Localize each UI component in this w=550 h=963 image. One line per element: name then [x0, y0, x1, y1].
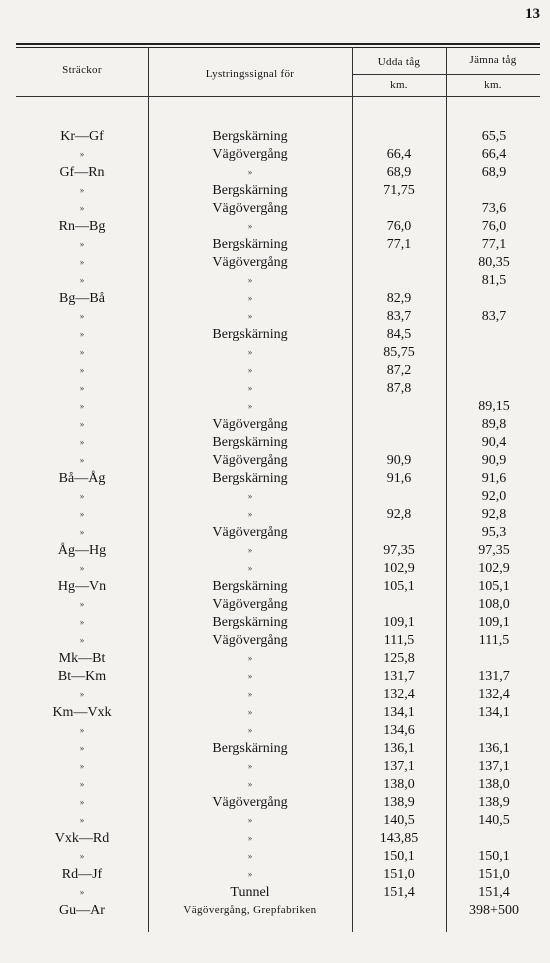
- table-row: [16, 236, 540, 254]
- row-odd-km: 151,4: [383, 885, 415, 900]
- table-row: [16, 344, 540, 362]
- row-odd-km: 143,85: [379, 831, 419, 846]
- row-odd-km: 90,9: [386, 453, 412, 468]
- table-row: [16, 164, 540, 182]
- row-signal: »: [247, 167, 253, 177]
- header-even-unit: km.: [484, 79, 502, 91]
- row-section: »: [79, 257, 85, 267]
- row-even-km: 76,0: [481, 219, 507, 234]
- row-signal: Bergskärning: [212, 471, 288, 486]
- row-section: »: [79, 239, 85, 249]
- row-signal: »: [247, 833, 253, 843]
- row-even-km: 90,9: [481, 453, 507, 468]
- row-section: Bt—Km: [57, 669, 107, 684]
- table-row: [16, 848, 540, 866]
- row-signal: Bergskärning: [212, 435, 288, 450]
- table-row: [16, 776, 540, 794]
- row-odd-km: 102,9: [383, 561, 415, 576]
- row-section: Mk—Bt: [58, 651, 106, 666]
- row-section: »: [79, 743, 85, 753]
- header-odd-trains: Udda tåg: [377, 56, 421, 68]
- header-section: Sträckor: [62, 64, 102, 76]
- row-even-km: 138,0: [478, 777, 510, 792]
- table-row: [16, 596, 540, 614]
- table-row: [16, 740, 540, 758]
- row-section: Kr—Gf: [60, 129, 104, 144]
- row-odd-km: 140,5: [383, 813, 415, 828]
- table-row: [16, 308, 540, 326]
- row-odd-km: 111,5: [383, 633, 415, 648]
- row-even-km: 80,35: [478, 255, 510, 270]
- row-signal: Bergskärning: [212, 615, 288, 630]
- row-odd-km: 83,7: [386, 309, 412, 324]
- row-section: »: [79, 455, 85, 465]
- row-even-km: 398+500: [469, 903, 519, 918]
- table-row: [16, 434, 540, 452]
- row-section: »: [79, 185, 85, 195]
- row-odd-km: 87,2: [386, 363, 412, 378]
- row-odd-km: 76,0: [386, 219, 412, 234]
- header-odd-unit: km.: [390, 79, 408, 91]
- row-section: »: [79, 203, 85, 213]
- row-section: »: [79, 689, 85, 699]
- row-section: »: [79, 383, 85, 393]
- table-row: [16, 362, 540, 380]
- row-even-km: 151,0: [478, 867, 510, 882]
- row-even-km: 89,15: [478, 399, 510, 414]
- row-section: Bå—Åg: [58, 471, 106, 486]
- row-even-km: 65,5: [481, 129, 507, 144]
- row-even-km: 137,1: [478, 759, 510, 774]
- row-signal: »: [247, 275, 253, 285]
- row-section: »: [79, 563, 85, 573]
- table-row: [16, 128, 540, 146]
- row-even-km: 92,8: [481, 507, 507, 522]
- row-section: Gu—Ar: [59, 903, 105, 918]
- row-even-km: 150,1: [478, 849, 510, 864]
- table-top-rule-inner: [16, 47, 540, 48]
- row-signal: »: [247, 671, 253, 681]
- row-even-km: 89,8: [481, 417, 507, 432]
- row-signal: »: [247, 221, 253, 231]
- table-row: [16, 632, 540, 650]
- row-signal: Bergskärning: [212, 579, 288, 594]
- row-signal: Vägövergång: [212, 201, 288, 216]
- row-odd-km: 71,75: [383, 183, 415, 198]
- table-top-rule: [16, 43, 540, 45]
- row-signal: »: [247, 761, 253, 771]
- row-odd-km: 85,75: [383, 345, 415, 360]
- row-odd-km: 84,5: [386, 327, 412, 342]
- row-section: Rd—Jf: [61, 867, 103, 882]
- row-even-km: 83,7: [481, 309, 507, 324]
- row-signal: »: [247, 401, 253, 411]
- row-section: »: [79, 509, 85, 519]
- row-odd-km: 136,1: [383, 741, 415, 756]
- header-bottom-rule: [16, 96, 540, 97]
- row-odd-km: 97,35: [383, 543, 415, 558]
- row-section: »: [79, 527, 85, 537]
- row-section: »: [79, 329, 85, 339]
- row-even-km: 68,9: [481, 165, 507, 180]
- row-odd-km: 138,9: [383, 795, 415, 810]
- row-even-km: 92,0: [481, 489, 507, 504]
- row-signal: Vägövergång: [212, 453, 288, 468]
- row-odd-km: 137,1: [383, 759, 415, 774]
- table-row: [16, 272, 540, 290]
- row-signal: Tunnel: [230, 885, 270, 900]
- table-row: [16, 506, 540, 524]
- row-even-km: 136,1: [478, 741, 510, 756]
- table-row: [16, 560, 540, 578]
- row-signal: Vägövergång: [212, 147, 288, 162]
- row-signal: »: [247, 725, 253, 735]
- table-row: [16, 884, 540, 902]
- row-section: »: [79, 347, 85, 357]
- row-signal: Bergskärning: [212, 327, 288, 342]
- row-signal: Vägövergång: [212, 417, 288, 432]
- table-row: [16, 902, 540, 920]
- row-section: »: [79, 797, 85, 807]
- table-row: [16, 758, 540, 776]
- row-section: Km—Vxk: [52, 705, 112, 720]
- row-even-km: 102,9: [478, 561, 510, 576]
- row-signal: Vägövergång, Grepfabriken: [183, 904, 317, 916]
- signal-table: [16, 40, 540, 932]
- row-odd-km: 87,8: [386, 381, 412, 396]
- row-even-km: 111,5: [478, 633, 510, 648]
- row-section: »: [79, 275, 85, 285]
- row-odd-km: 132,4: [383, 687, 415, 702]
- row-signal: »: [247, 815, 253, 825]
- row-signal: »: [247, 311, 253, 321]
- row-signal: Bergskärning: [212, 129, 288, 144]
- table-row: [16, 686, 540, 704]
- row-odd-km: 77,1: [386, 237, 412, 252]
- table-row: [16, 146, 540, 164]
- row-section: »: [79, 887, 85, 897]
- row-section: Åg—Hg: [57, 543, 107, 558]
- row-odd-km: 105,1: [383, 579, 415, 594]
- row-signal: »: [247, 707, 253, 717]
- row-section: Bg—Bå: [59, 291, 105, 306]
- row-signal: »: [247, 545, 253, 555]
- header-unit-rule: [352, 74, 540, 75]
- row-odd-km: 91,6: [386, 471, 412, 486]
- row-signal: »: [247, 851, 253, 861]
- row-odd-km: 82,9: [386, 291, 412, 306]
- row-odd-km: 68,9: [386, 165, 412, 180]
- row-signal: »: [247, 491, 253, 501]
- row-even-km: 109,1: [478, 615, 510, 630]
- table-row: [16, 794, 540, 812]
- row-section: Hg—Vn: [57, 579, 107, 594]
- table-row: [16, 812, 540, 830]
- table-row: [16, 614, 540, 632]
- row-even-km: 97,35: [478, 543, 510, 558]
- row-even-km: 66,4: [481, 147, 507, 162]
- row-odd-km: 150,1: [383, 849, 415, 864]
- row-even-km: 138,9: [478, 795, 510, 810]
- table-row: [16, 254, 540, 272]
- row-signal: Bergskärning: [212, 183, 288, 198]
- table-row: [16, 398, 540, 416]
- row-section: »: [79, 725, 85, 735]
- row-signal: »: [247, 509, 253, 519]
- row-signal: »: [247, 563, 253, 573]
- row-odd-km: 151,0: [383, 867, 415, 882]
- table-row: [16, 578, 540, 596]
- table-row: [16, 830, 540, 848]
- row-odd-km: 138,0: [383, 777, 415, 792]
- row-even-km: 77,1: [481, 237, 507, 252]
- row-section: »: [79, 635, 85, 645]
- row-signal: »: [247, 383, 253, 393]
- row-signal: Bergskärning: [212, 237, 288, 252]
- row-section: »: [79, 779, 85, 789]
- row-signal: »: [247, 689, 253, 699]
- row-signal: Vägövergång: [212, 633, 288, 648]
- row-signal: »: [247, 779, 253, 789]
- row-odd-km: 134,1: [383, 705, 415, 720]
- row-even-km: 105,1: [478, 579, 510, 594]
- row-even-km: 151,4: [478, 885, 510, 900]
- row-signal: Vägövergång: [212, 255, 288, 270]
- table-row: [16, 326, 540, 344]
- row-odd-km: 134,6: [383, 723, 415, 738]
- row-odd-km: 131,7: [383, 669, 415, 684]
- row-even-km: 132,4: [478, 687, 510, 702]
- row-section: Rn—Bg: [58, 219, 106, 234]
- row-signal: Bergskärning: [212, 741, 288, 756]
- row-even-km: 91,6: [481, 471, 507, 486]
- table-row: [16, 722, 540, 740]
- table-row: [16, 704, 540, 722]
- table-row: [16, 200, 540, 218]
- row-section: »: [79, 761, 85, 771]
- row-even-km: 95,3: [481, 525, 507, 540]
- header-signal-for: Lystringssignal för: [205, 68, 295, 80]
- row-even-km: 140,5: [478, 813, 510, 828]
- row-section: »: [79, 437, 85, 447]
- row-even-km: 134,1: [478, 705, 510, 720]
- row-odd-km: 109,1: [383, 615, 415, 630]
- row-even-km: 73,6: [481, 201, 507, 216]
- table-row: [16, 866, 540, 884]
- row-section: »: [79, 599, 85, 609]
- table-row: [16, 470, 540, 488]
- table-row: [16, 218, 540, 236]
- row-section: »: [79, 491, 85, 501]
- table-row: [16, 380, 540, 398]
- row-section: »: [79, 311, 85, 321]
- table-row: [16, 488, 540, 506]
- row-even-km: 131,7: [478, 669, 510, 684]
- row-section: Gf—Rn: [59, 165, 105, 180]
- row-signal: Vägövergång: [212, 525, 288, 540]
- table-row: [16, 290, 540, 308]
- row-odd-km: 92,8: [386, 507, 412, 522]
- table-row: [16, 452, 540, 470]
- row-signal: »: [247, 653, 253, 663]
- table-row: [16, 542, 540, 560]
- row-even-km: 81,5: [481, 273, 507, 288]
- row-odd-km: 125,8: [383, 651, 415, 666]
- row-section: Vxk—Rd: [54, 831, 110, 846]
- header-even-trains: Jämna tåg: [469, 54, 517, 66]
- row-signal: Vägövergång: [212, 795, 288, 810]
- row-signal: »: [247, 293, 253, 303]
- row-signal: »: [247, 347, 253, 357]
- row-section: »: [79, 617, 85, 627]
- row-signal: »: [247, 365, 253, 375]
- row-section: »: [79, 815, 85, 825]
- row-section: »: [79, 419, 85, 429]
- row-even-km: 90,4: [481, 435, 507, 450]
- row-even-km: 108,0: [478, 597, 510, 612]
- table-row: [16, 524, 540, 542]
- row-signal: Vägövergång: [212, 597, 288, 612]
- table-row: [16, 182, 540, 200]
- row-section: »: [79, 851, 85, 861]
- table-row: [16, 668, 540, 686]
- table-row: [16, 416, 540, 434]
- row-section: »: [79, 365, 85, 375]
- row-section: »: [79, 149, 85, 159]
- page-number: 13: [525, 6, 540, 22]
- row-odd-km: 66,4: [386, 147, 412, 162]
- table-row: [16, 650, 540, 668]
- row-signal: »: [247, 869, 253, 879]
- row-section: »: [79, 401, 85, 411]
